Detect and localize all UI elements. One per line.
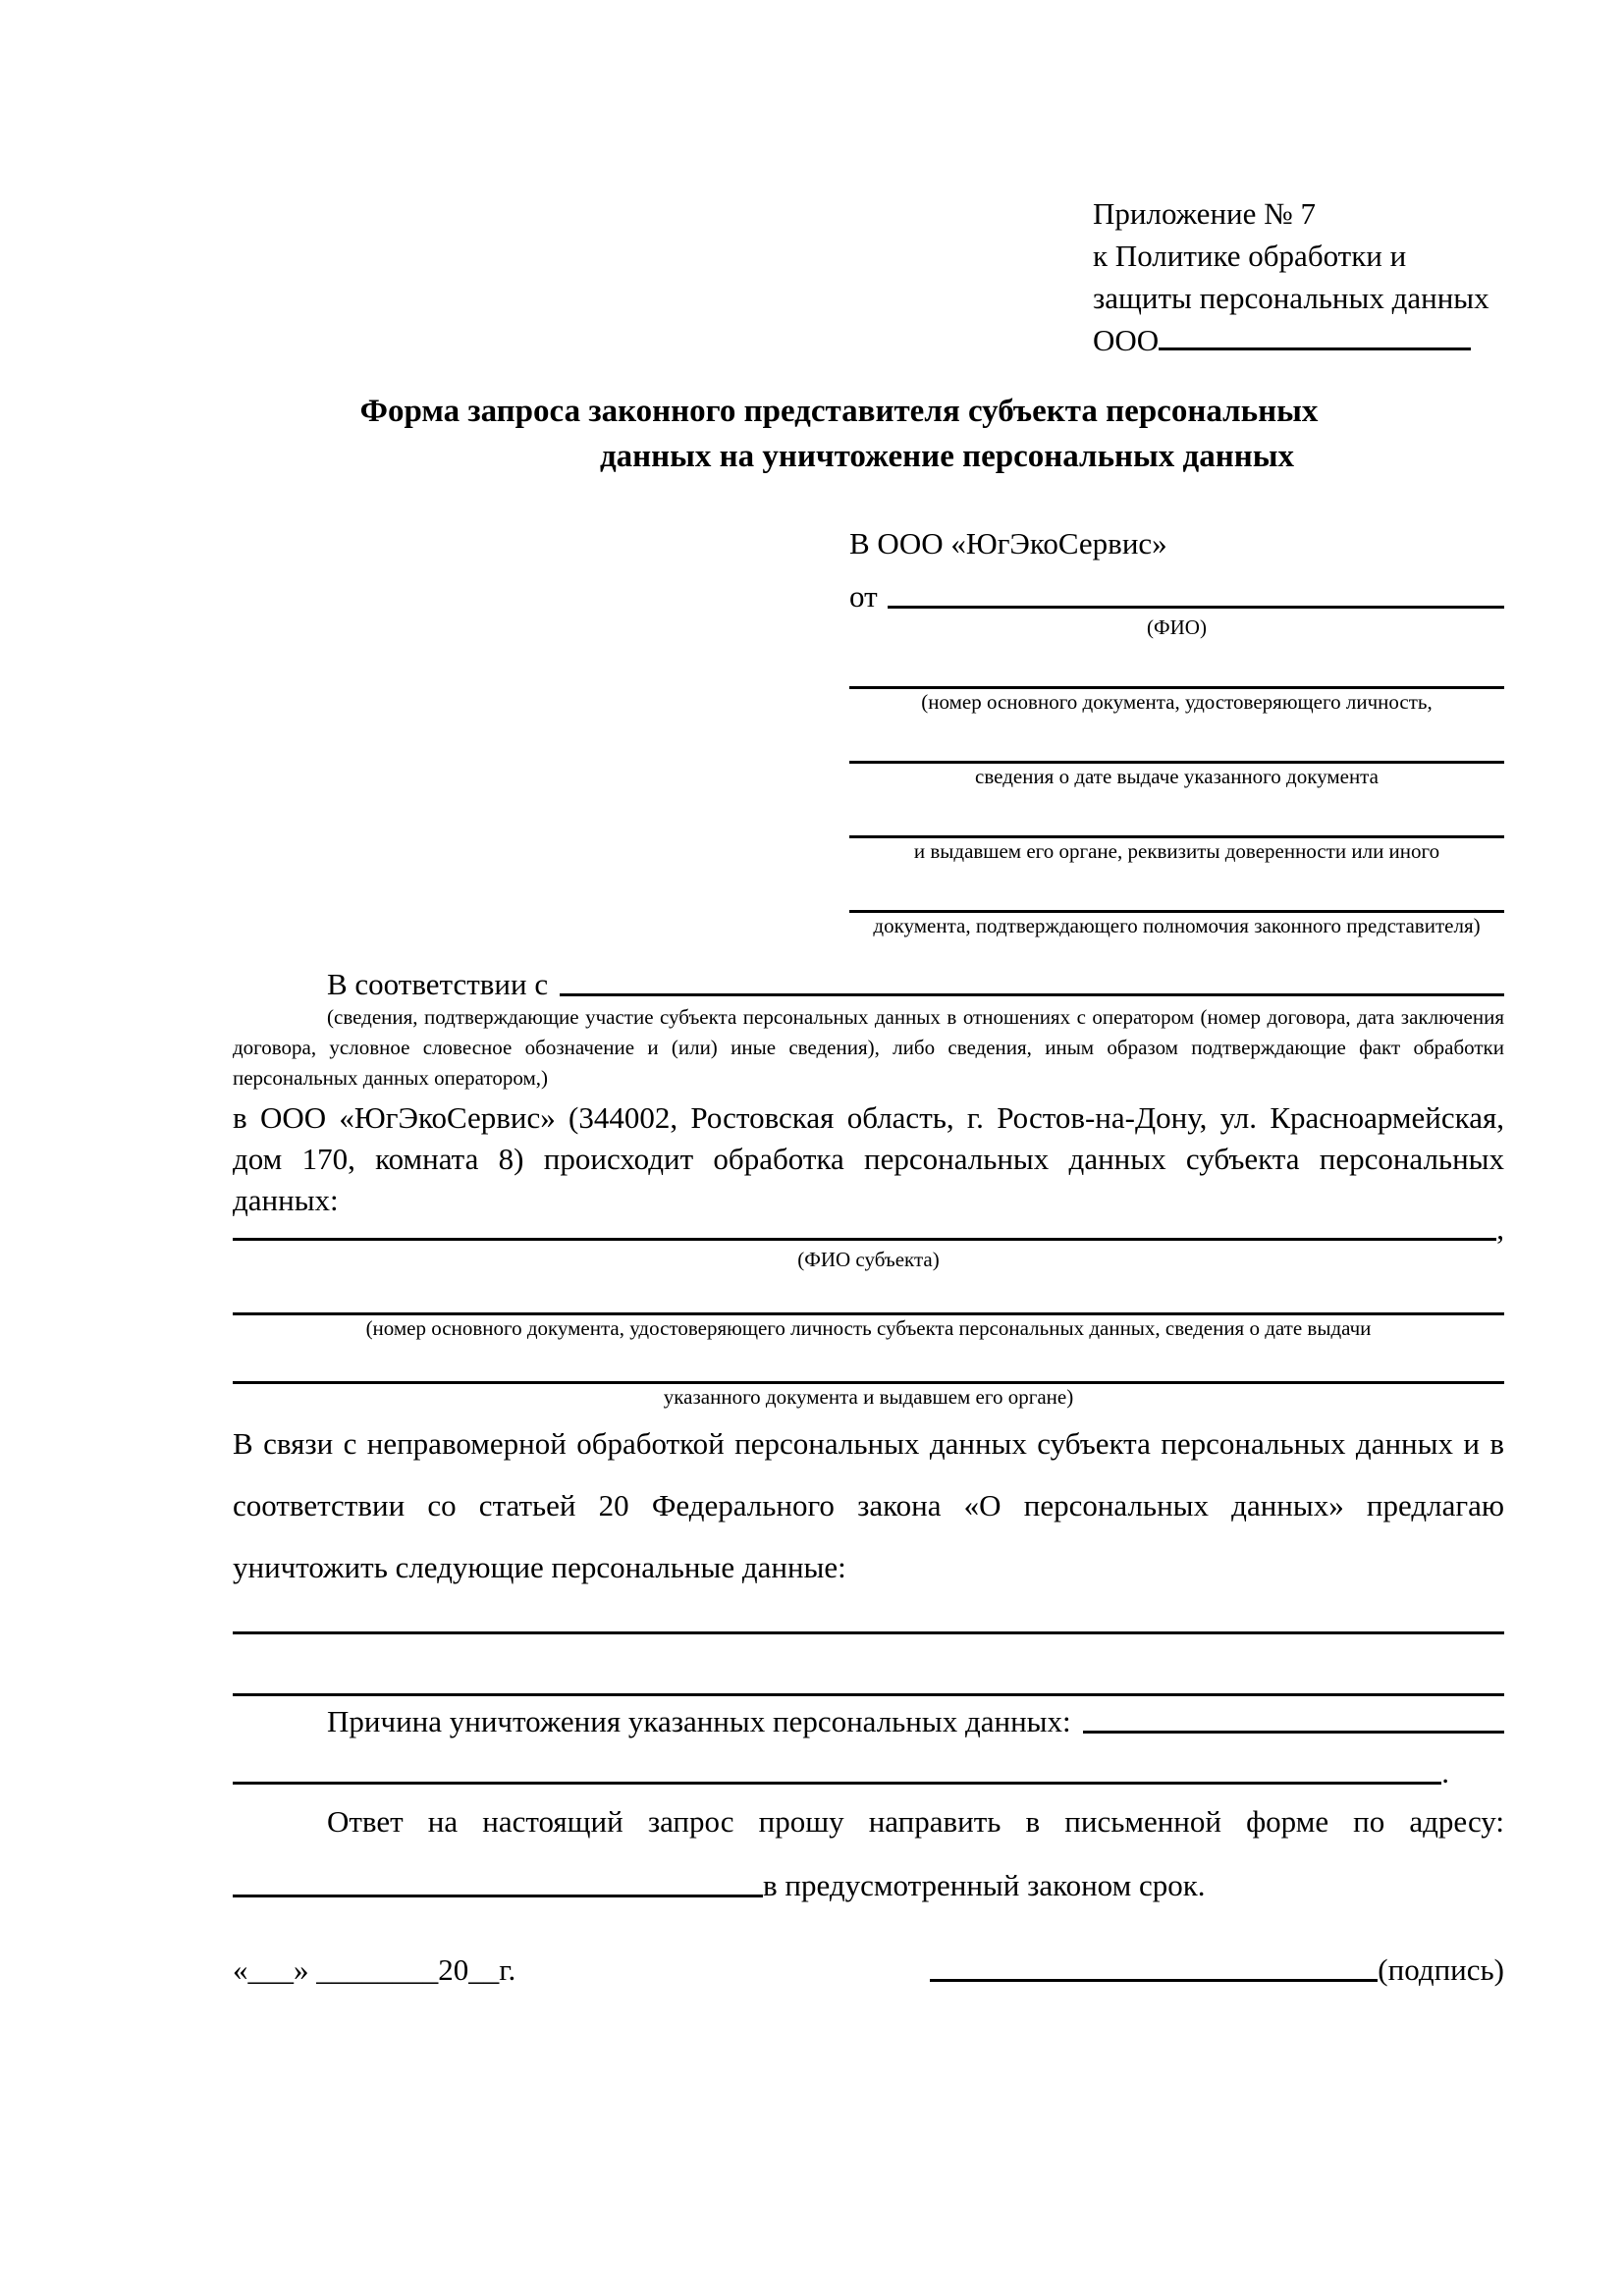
form-title [233,389,1504,479]
appendix-line-2: к Политике обработки и [1093,239,1407,273]
addressee-block [849,524,1504,939]
accordance-note: (сведения, подтверждающие участие субъекта персональных данных в отношениях с оператором (номер договора, дата заключения договора, условное словесное обозначение и (или) иные сведения), либо сведения, иным образом подтверждающие факт обработки персональных данных оператором,) [233,1005,1504,1090]
appendix-line-1: Приложение № 7 [1093,196,1316,231]
from-name-blank-line [888,606,1504,609]
subject-fio-blank-line [233,1238,1496,1241]
reason-tail-row [233,1739,1449,1790]
caption-fio: (ФИО) [1147,615,1207,639]
reason-blank-line [1083,1731,1504,1734]
date-line: «___» ________20__г. [233,1952,516,1987]
subject-fio-row [233,1211,1504,1247]
accordance-label: В соответствии с [327,967,549,1001]
form-title-line-2: данных на уничтожение персональных данных [599,439,1295,474]
caption-subject-doc-number: (номер основного документа, удостоверяющего личность субъекта персональных данных, сведения о дате выдачи [365,1316,1372,1340]
data-to-destroy-blank-line-2 [233,1634,1504,1696]
representative-doc-blank-line-1 [849,641,1504,689]
appendix-org-line [1093,319,1504,361]
appendix-line-3: защиты персональных данных [1093,281,1489,315]
reason-row [233,1702,1504,1739]
caption-subject-doc-authority: указанного документа и выдавшем его органе) [663,1385,1074,1409]
org-name-blank-line [1159,347,1471,350]
caption-doc-powers: документа, подтверждающего полномочия законного представителя) [873,914,1481,937]
subject-doc-blank-line-2 [233,1342,1504,1384]
footer-row [233,1952,1504,1988]
reply-paragraph: Ответ на настоящий запрос прошу направить в письменной форме по адресу: [327,1804,1504,1839]
destroy-paragraph: В связи с неправомерной обработкой персональных данных субъекта персональных данных и в соответствии со статьей 20 Федерального закона «О персональных данных» предлагаю уничтожить следующие персональные данные: [233,1426,1504,1584]
representative-doc-blank-line-4 [849,865,1504,913]
from-row [849,577,1504,614]
reply-address-blank-line [233,1895,763,1897]
subject-fio-comma: , [1496,1211,1504,1246]
accordance-blank-line [560,993,1504,996]
representative-doc-blank-line-3 [849,790,1504,838]
reply-address-row [233,1868,1504,1903]
org-prefix: ООО [1093,323,1160,357]
reply-suffix: в предусмотренный законом срок. [763,1868,1206,1902]
from-label: от [849,579,878,614]
form-title-line-1: Форма запроса законного представителя субъекта персональных [359,394,1319,429]
data-to-destroy-blank-line-1 [233,1598,1504,1634]
caption-doc-number: (номер основного документа, удостоверяющего личность, [921,690,1433,714]
signature-blank-line [930,1979,1378,1982]
addressee-org: В ООО «ЮгЭкоСервис» [849,526,1167,561]
reason-period: . [1441,1755,1449,1789]
caption-doc-authority: и выдавшем его органе, реквизиты доверенности или иного [913,839,1440,863]
accordance-row [233,963,1504,1002]
reason-blank-line-2 [233,1782,1441,1785]
caption-doc-issue-date: сведения о дате выдаче указанного документа [975,765,1379,788]
caption-subject-fio: (ФИО субъекта) [797,1248,940,1271]
appendix-block [1093,192,1504,361]
subject-doc-blank-line-1 [233,1273,1504,1315]
signature-area [930,1952,1504,1988]
representative-doc-blank-line-2 [849,716,1504,764]
operator-paragraph: в ООО «ЮгЭкоСервис» (344002, Ростовская область, г. Ростов-на-Дону, ул. Красноармейская, дом 170, комната 8) происходит обработка персональных данных субъекта персональных данных: [233,1100,1504,1217]
signature-caption: (подпись) [1378,1952,1504,1987]
reason-label: Причина уничтожения указанных персональных данных: [327,1704,1071,1738]
